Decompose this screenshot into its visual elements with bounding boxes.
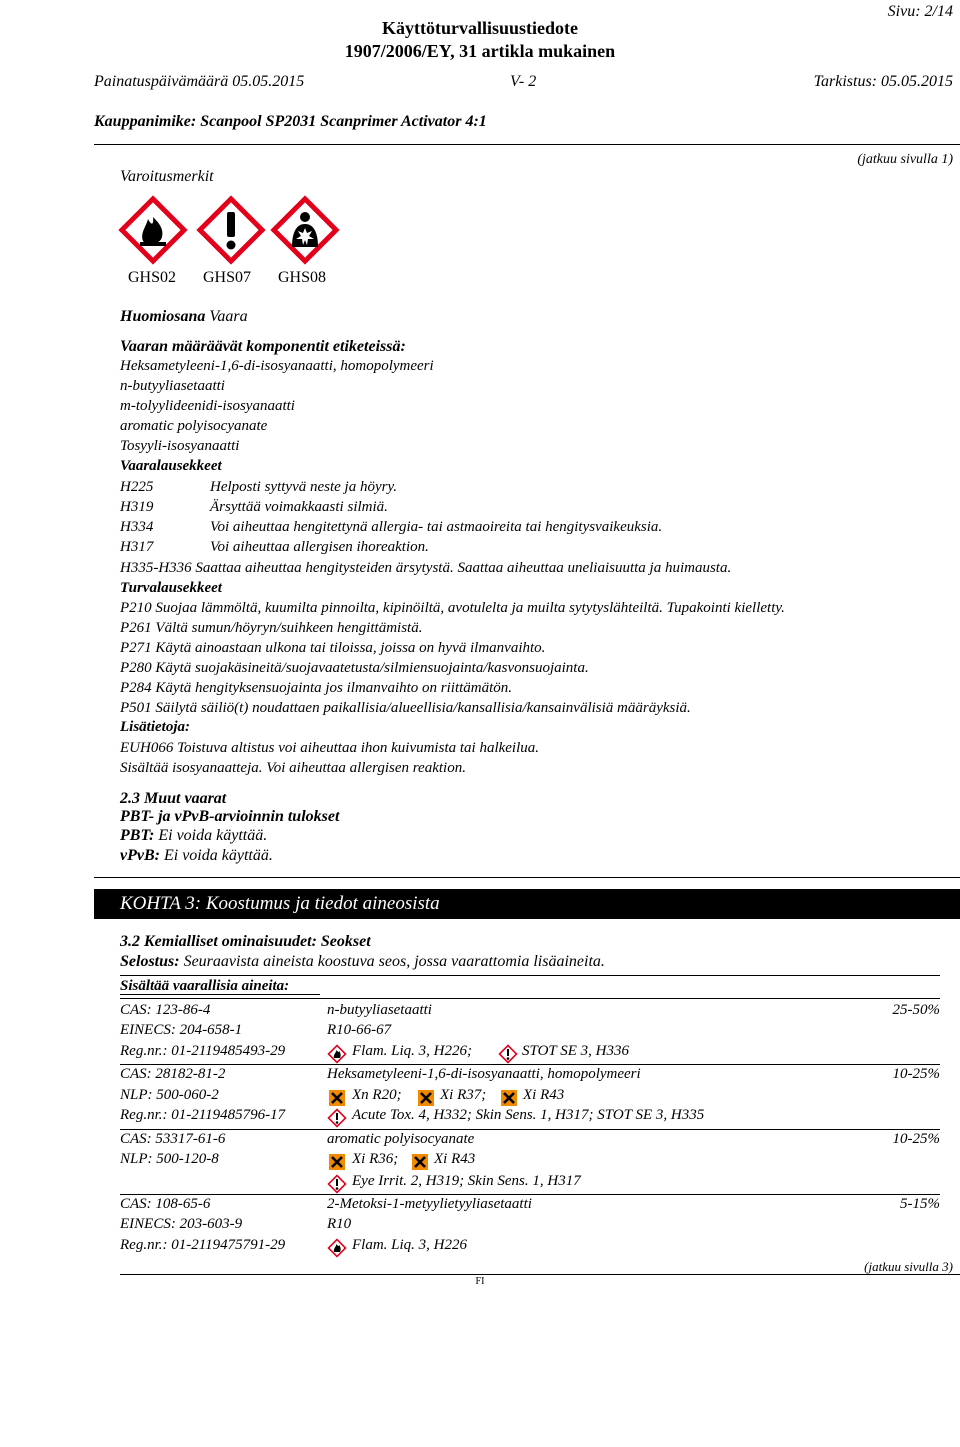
table-row-rule — [120, 1064, 940, 1065]
table-header-rule — [120, 998, 940, 999]
hazard-statements-heading: Vaaralausekkeet — [120, 458, 222, 474]
component-item: Tosyyli-isosyanaatti — [120, 438, 240, 454]
description-label: Selostus: — [120, 953, 180, 970]
exclamation-icon — [196, 195, 266, 265]
hazard-code: H319 — [120, 499, 154, 515]
precaution-item: P501 Säilytä säiliö(t) noudattaen paikallisia/alueellisia/kansallisia/kansainvälisiä määräyksiä. — [120, 700, 691, 716]
irritant-x-icon — [410, 1152, 430, 1172]
hazard-text: Ärsyttää voimakkaasti silmiä. — [210, 499, 388, 515]
vpvb-label: vPvB: — [120, 847, 160, 864]
mixtures-heading: 3.2 Kemialliset ominaisuudet: Seokset — [120, 933, 371, 950]
substance-r-phrase: Xn R20; — [352, 1087, 402, 1103]
vpvb-value: Ei voida käyttää. — [163, 847, 273, 864]
substance-r-phrases: R10 — [327, 1216, 352, 1232]
substance-cas: CAS: 108-65-6 — [120, 1196, 211, 1212]
footer-rule — [120, 1274, 960, 1275]
table-row-rule — [120, 1194, 940, 1195]
additional-info-item: EUH066 Toistuva altistus voi aiheuttaa ihon kuivumista tai halkeilua. — [120, 740, 540, 756]
additional-info-heading: Lisätietoja: — [120, 719, 190, 735]
flame-icon — [327, 1238, 347, 1258]
health-hazard-icon — [270, 195, 340, 265]
substance-percent: 5-15% — [900, 1196, 940, 1212]
section3-title: KOHTA 3: Koostumus ja tiedot aineosista — [120, 893, 440, 914]
substance-name: aromatic polyisocyanate — [327, 1131, 475, 1147]
substance-percent: 25-50% — [892, 1002, 940, 1018]
pictogram-code: GHS02 — [128, 269, 177, 286]
substance-name: Heksametyleeni-1,6-di-isosyanaatti, homopolymeeri — [327, 1066, 641, 1082]
trade-name: Kauppanimike: Scanpool SP2031 Scanprimer Activator 4:1 — [94, 113, 487, 130]
substance-einecs: EINECS: 203-603-9 — [120, 1216, 243, 1232]
substance-cas: CAS: 28182-81-2 — [120, 1066, 226, 1082]
signal-word-label: Huomiosana — [120, 308, 206, 325]
table-row-rule — [120, 1129, 940, 1130]
pbt-label: PBT: — [120, 827, 155, 844]
component-item: Heksametyleeni-1,6-di-isosyanaatti, homopolymeeri — [120, 358, 434, 374]
page-number: Sivu: 2/14 — [887, 3, 953, 20]
substance-classification: Flam. Liq. 3, H226 — [352, 1237, 468, 1253]
continued-to: (jatkuu sivulla 3) — [864, 1259, 953, 1274]
section3-bar — [94, 889, 960, 919]
signal-word-line — [120, 308, 248, 326]
substance-r-phrase: Xi R36; — [352, 1151, 399, 1167]
substance-name: 2-Metoksi-1-metyylietyyliasetaatti — [327, 1196, 532, 1212]
harmful-x-icon — [327, 1088, 347, 1108]
section-divider — [94, 877, 960, 878]
document-title: Käyttöturvallisuustiedote — [382, 18, 578, 38]
print-date: Painatuspäivämäärä 05.05.2015 — [94, 73, 305, 90]
warnings-heading: Varoitusmerkit — [120, 168, 214, 185]
document-subtitle: 1907/2006/EY, 31 artikla mukainen — [344, 41, 616, 61]
hazard-code: H334 — [120, 519, 154, 535]
precaution-item: P284 Käytä hengityksensuojainta jos ilmanvaihto on riittämätön. — [120, 680, 513, 696]
component-item: m-tolyylideenidi-isosyanaatti — [120, 398, 295, 414]
components-heading: Vaaran määräävät komponentit etiketeissä: — [120, 338, 406, 355]
substance-reg: Reg.nr.: 01-2119485493-29 — [120, 1043, 286, 1059]
table-top-rule — [120, 975, 940, 976]
vpvb-line — [120, 847, 273, 865]
substance-r-phrase: Xi R37; — [440, 1087, 487, 1103]
header-divider — [94, 144, 960, 145]
revision-date: Tarkistus: 05.05.2015 — [813, 73, 953, 90]
substance-percent: 10-25% — [892, 1066, 940, 1082]
irritant-x-icon — [327, 1152, 347, 1172]
substance-classification: Acute Tox. 4, H332; Skin Sens. 1, H317; STOT SE 3, H335 — [352, 1107, 705, 1123]
precaution-item: P210 Suojaa lämmöltä, kuumilta pinnoilta, kipinöiltä, avotulelta ja muilta sytytyslähteiltä. Tupakointi kielletty. — [120, 600, 785, 616]
substance-nlp: NLP: 500-060-2 — [120, 1087, 219, 1103]
exclamation-icon — [327, 1108, 347, 1128]
pictogram-code: GHS07 — [203, 269, 252, 286]
hazard-code: H225 — [120, 479, 154, 495]
substance-r-phrases: R10-66-67 — [327, 1022, 392, 1038]
hazard-combined: H335-H336 Saattaa aiheuttaa hengitysteiden ärsytystä. Saattaa aiheuttaa uneliaisuutta ja huimausta. — [120, 560, 732, 576]
irritant-x-icon — [416, 1088, 436, 1108]
exclamation-icon — [498, 1044, 518, 1064]
flame-icon — [327, 1044, 347, 1064]
exclamation-icon — [327, 1174, 347, 1194]
version: V- 2 — [510, 73, 537, 90]
flame-icon — [118, 195, 188, 265]
pictogram-code: GHS08 — [278, 269, 327, 286]
substance-reg: Reg.nr.: 01-2119475791-29 — [120, 1237, 286, 1253]
substance-name: n-butyyliasetaatti — [327, 1002, 432, 1018]
precaution-item: P261 Vältä sumun/höyryn/suihkeen hengittämistä. — [120, 620, 423, 636]
description-line — [120, 953, 605, 971]
substance-classification: Eye Irrit. 2, H319; Skin Sens. 1, H317 — [352, 1173, 581, 1189]
hazard-text: Voi aiheuttaa allergisen ihoreaktion. — [210, 539, 429, 555]
pbt-heading: PBT- ja vPvB-arvioinnin tulokset — [120, 808, 340, 825]
hazard-code: H317 — [120, 539, 154, 555]
hazard-text: Voi aiheuttaa hengitettynä allergia- tai astmaoireita tai hengitysvaikeuksia. — [210, 519, 663, 535]
substance-r-phrase: Xi R43 — [434, 1151, 476, 1167]
substance-classification: STOT SE 3, H336 — [522, 1043, 629, 1059]
signal-word: Vaara — [209, 308, 248, 325]
irritant-x-icon — [499, 1088, 519, 1108]
precaution-item: P280 Käytä suojakäsineitä/suojavaatetusta/silmiensuojainta/kasvonsuojainta. — [120, 660, 589, 676]
precaution-item: P271 Käytä ainoastaan ulkona tai tiloissa, joissa on hyvä ilmanvaihto. — [120, 640, 546, 656]
component-item: aromatic polyisocyanate — [120, 418, 268, 434]
table-heading-underline — [120, 994, 320, 995]
substance-reg: Reg.nr.: 01-2119485796-17 — [120, 1107, 286, 1123]
substance-cas: CAS: 123-86-4 — [120, 1002, 211, 1018]
hazard-text: Helposti syttyvä neste ja höyry. — [210, 479, 398, 495]
other-hazards-heading: 2.3 Muut vaarat — [120, 790, 227, 807]
table-heading: Sisältää vaarallisia aineita: — [120, 978, 290, 994]
component-item: n-butyyliasetaatti — [120, 378, 225, 394]
description-text: Seuraavista aineista koostuva seos, jossa vaarattomia lisäaineita. — [183, 953, 605, 970]
pbt-line — [120, 827, 267, 845]
pbt-value: Ei voida käyttää. — [158, 827, 268, 844]
continued-from: (jatkuu sivulla 1) — [857, 152, 953, 167]
language-code: FI — [475, 1276, 485, 1287]
precautions-heading: Turvalausekkeet — [120, 580, 222, 596]
substance-percent: 10-25% — [892, 1131, 940, 1147]
substance-cas: CAS: 53317-61-6 — [120, 1131, 226, 1147]
additional-info-item: Sisältää isosyanaatteja. Voi aiheuttaa allergisen reaktion. — [120, 760, 466, 776]
substance-nlp: NLP: 500-120-8 — [120, 1151, 219, 1167]
substance-classification: Flam. Liq. 3, H226; — [352, 1043, 472, 1059]
substance-einecs: EINECS: 204-658-1 — [120, 1022, 243, 1038]
substance-r-phrase: Xi R43 — [523, 1087, 565, 1103]
